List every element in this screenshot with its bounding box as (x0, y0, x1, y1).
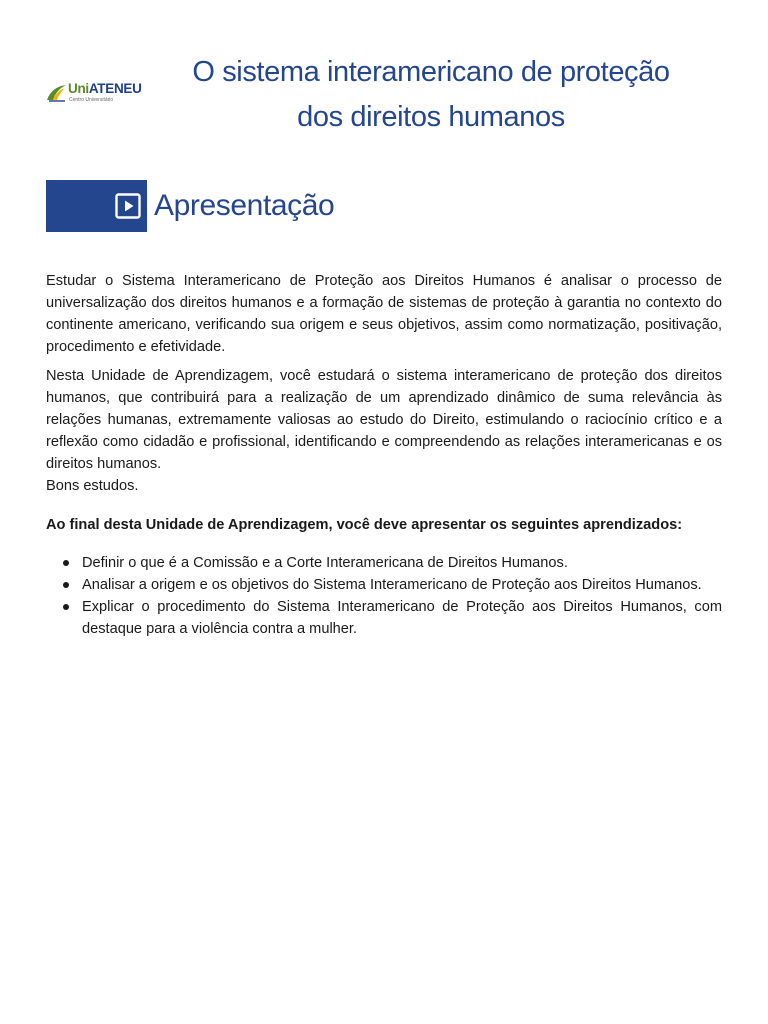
objective-item (82, 552, 722, 574)
bullet-icon (63, 604, 69, 610)
objective-text: Definir o que é a Comissão e a Corte Interamericana de Direitos Humanos. (82, 555, 568, 571)
logo-ateneu-text: ATENEU (88, 81, 142, 96)
play-icon (115, 193, 141, 219)
document-title (150, 50, 712, 140)
objective-text: Explicar o procedimento do Sistema Interamericano de Proteção aos Direitos Humanos, com destaque para a violência contra a mulher. (82, 599, 722, 637)
document-header (0, 0, 768, 150)
presentation-content (46, 270, 722, 640)
logo-uni-text: Uni (68, 81, 89, 96)
bullet-icon (63, 560, 69, 566)
objective-item (82, 596, 722, 640)
uniateneu-logo (46, 80, 146, 108)
document-title-line1: O sistema interamericano de proteção (192, 56, 670, 88)
objective-text: Analisar a origem e os objetivos do Sistema Interamericano de Proteção aos Direitos Humanos. (82, 577, 702, 593)
objectives-list (46, 552, 722, 640)
uniateneu-logo-icon (46, 83, 68, 103)
objective-item (82, 574, 722, 596)
intro-paragraph: Estudar o Sistema Interamericano de Proteção aos Direitos Humanos é analisar o processo de universalização dos direitos humanos e a formação de sistemas de proteção à garantia no contexto do continente americano, verificando sua origem e seus objetivos, assim como normatização, positivação, procedimento e efetividade. (46, 273, 722, 355)
closing-text: Bons estudos. (46, 478, 139, 494)
logo-wordmark (68, 81, 142, 97)
section-title: Apresentação (154, 189, 335, 222)
objectives-heading: Ao final desta Unidade de Aprendizagem, você deve apresentar os seguintes aprendizados: (46, 517, 683, 533)
unit-paragraph: Nesta Unidade de Aprendizagem, você estudará o sistema interamericano de proteção dos direitos humanos, que contribuirá para a realização de um aprendizado dinâmico de suma relevância às relações humanas, extremamente valiosas ao estudo do Direito, estimulando o raciocínio crítico e a reflexão como cidadão e profissional, identificando e compreendendo as relações interamericanas e os direitos humanos. (46, 368, 722, 472)
bullet-icon (63, 582, 69, 588)
logo-subtitle: Centro Universitário (69, 97, 114, 103)
document-title-line2: dos direitos humanos (297, 101, 565, 133)
section-header-apresentacao (46, 180, 446, 232)
section-accent-bar (46, 180, 147, 232)
